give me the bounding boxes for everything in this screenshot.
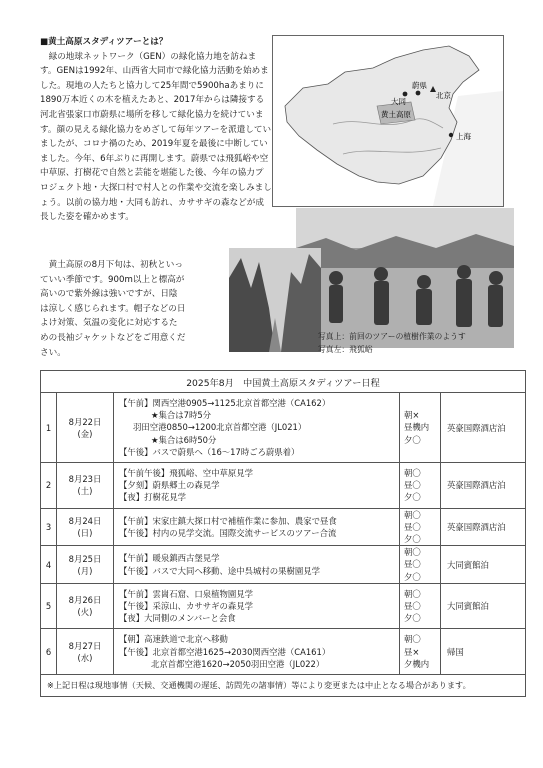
tree-planting-photo bbox=[296, 208, 514, 348]
intro-section-2 bbox=[40, 258, 186, 360]
day-meals bbox=[400, 508, 441, 546]
day-date bbox=[57, 546, 114, 584]
day-date bbox=[57, 629, 114, 675]
map-label-datong: 大同 bbox=[391, 97, 406, 106]
map-label-beijing: 北京 bbox=[436, 91, 451, 100]
day-number: 4 bbox=[41, 546, 57, 584]
day-number: 6 bbox=[41, 629, 57, 675]
meal-entry: 朝〇 bbox=[404, 547, 421, 558]
itinerary-table bbox=[40, 370, 526, 697]
caption-line-1: 写真上：前回のツアーの植樹作業のようす bbox=[318, 332, 466, 341]
meal-entry: 昼〇 bbox=[404, 601, 421, 612]
activity-line: 【午前】関西空港0905→1125北京首都空港（CA162） bbox=[119, 398, 331, 408]
day-activities bbox=[114, 546, 400, 584]
meal-entry: 昼〇 bbox=[404, 559, 421, 570]
shanghai-marker bbox=[449, 133, 453, 137]
day-activities bbox=[114, 393, 400, 463]
meal-entry: 昼〇 bbox=[404, 521, 421, 532]
intro-paragraph-1: 緑の地球ネットワーク（GEN）の緑化協力地を訪ねます。GENは1992年、山西省大同市で緑化協力活動を始めました。現地の人たちと協力して25年間で5900haあまりに1890万本近くの木を植えたあと、2017年からは隣接する河北省張家口市蔚県に場所を移して緑化協力を続けています。顔の見える緑化協力をめざして毎年ツアーを派遣していましたが、コロナ禍のため、2019年夏を最後に中断していました。今年、6年ぶりに再開します。蔚県では飛狐峪や空中草原、打樹花で自然と芸能を堪能した後、今年の協力プロジェクト地・大探口村で村人との作業や交流を楽しみましょう。以前の協力地・大同も訪れ、カササギの森などが成長した姿を確かめます。 bbox=[40, 51, 272, 223]
activity-line: ★集合は7時5分 bbox=[151, 410, 212, 421]
caption-line-2: 写真左：飛狐峪 bbox=[318, 345, 373, 354]
day-activities bbox=[114, 463, 400, 509]
meal-entry: 夕機内 bbox=[404, 658, 430, 669]
day-hotel: 帰国 bbox=[441, 629, 526, 675]
meal-entry: 朝〇 bbox=[404, 509, 421, 520]
itinerary-body bbox=[41, 393, 526, 675]
activity-line: ★集合は6時50分 bbox=[151, 434, 217, 445]
activity-line: 【午後】バスで蔚県へ（16～17時ごろ蔚県着） bbox=[119, 446, 300, 457]
day-date bbox=[57, 508, 114, 546]
day-meals bbox=[400, 546, 441, 584]
map-label-loess: 黄土高原 bbox=[381, 110, 411, 119]
weekday-text: (水) bbox=[77, 652, 93, 663]
activity-line: 【午前】雲崗石窟、口泉植物園見学 bbox=[119, 588, 253, 599]
meal-entry: 夕〇 bbox=[404, 492, 421, 503]
itinerary-title: 2025年8月 中国黄土高原スタディツアー日程 bbox=[41, 371, 526, 393]
weekday-text: (日) bbox=[77, 527, 93, 538]
date-text: 8月25日 bbox=[68, 553, 102, 564]
weekday-text: (金) bbox=[77, 428, 93, 439]
date-text: 8月24日 bbox=[68, 515, 102, 526]
activity-line: 【午後】村内の見学交流。国際交流サービスのツアー合流 bbox=[119, 527, 337, 538]
day-number: 2 bbox=[41, 463, 57, 509]
day-number: 1 bbox=[41, 393, 57, 463]
china-map bbox=[272, 35, 504, 207]
day-date bbox=[57, 583, 114, 629]
day-number: 3 bbox=[41, 508, 57, 546]
map-label-yuxian: 蔚県 bbox=[412, 81, 427, 90]
day-activities bbox=[114, 508, 400, 546]
day-hotel: 大同賓館泊 bbox=[441, 583, 526, 629]
datong-marker bbox=[403, 92, 408, 97]
yuxian-marker bbox=[416, 91, 421, 96]
activity-line: 【朝】高速鉄道で北京へ移動 bbox=[119, 634, 228, 645]
day-date bbox=[57, 393, 114, 463]
activity-line: 【午後】采涼山、カササギの森見学 bbox=[119, 601, 253, 612]
day-meals bbox=[400, 463, 441, 509]
china-map-graphic bbox=[273, 36, 503, 206]
meal-entry: 昼× bbox=[404, 646, 420, 657]
meal-entry: 昼機内 bbox=[404, 422, 430, 433]
weekday-text: (土) bbox=[77, 486, 93, 497]
map-label-shanghai: 上海 bbox=[456, 132, 471, 141]
weekday-text: (火) bbox=[77, 607, 93, 618]
date-text: 8月23日 bbox=[68, 474, 102, 485]
meal-entry: 朝× bbox=[404, 410, 420, 421]
day-hotel: 大同賓館泊 bbox=[441, 546, 526, 584]
day-hotel: 英豪国際酒店泊 bbox=[441, 393, 526, 463]
activity-line: 【午後】バスで大同へ移動、途中呉城村の果樹園見学 bbox=[119, 565, 320, 576]
activity-line: 【午後】北京首都空港1625→2030関西空港（CA161） bbox=[119, 646, 331, 657]
meal-entry: 夕〇 bbox=[404, 534, 421, 545]
day-activities bbox=[114, 629, 400, 675]
date-text: 8月22日 bbox=[68, 416, 102, 427]
day-meals bbox=[400, 583, 441, 629]
meal-entry: 朝〇 bbox=[404, 634, 421, 645]
meal-entry: 夕〇 bbox=[404, 434, 421, 445]
photo-caption bbox=[318, 330, 466, 356]
intro-paragraph-2: 黄土高原の8月下旬は、初秋といっていい季節です。900m以上と標高が高いので紫外線は強いですが、日陰は涼しく感じられます。帽子などの日よけ対策、気温の変化に対応するための長袖ジャケットなどをご用意ください。 bbox=[40, 260, 186, 358]
itinerary-row bbox=[41, 463, 526, 509]
activity-line: 【夕刻】蔚県郷土の森見学 bbox=[119, 480, 220, 491]
day-meals bbox=[400, 393, 441, 463]
activity-line: 【夜】大同側のメンバーと会食 bbox=[119, 613, 236, 624]
meal-entry: 朝〇 bbox=[404, 468, 421, 479]
weekday-text: (月) bbox=[77, 565, 93, 576]
activity-line: 羽田空港0850→1200北京首都空港（JL021） bbox=[133, 422, 307, 433]
itinerary-row bbox=[41, 629, 526, 675]
activity-line: 【午前】暖泉鎮西古堡見学 bbox=[119, 553, 220, 564]
intro-section bbox=[40, 35, 272, 225]
date-text: 8月27日 bbox=[68, 640, 102, 651]
feihuling-canyon-photo bbox=[229, 248, 321, 352]
day-hotel: 英豪国際酒店泊 bbox=[441, 463, 526, 509]
intro-heading: ■黄土高原スタディツアーとは？ bbox=[40, 37, 168, 47]
day-date bbox=[57, 463, 114, 509]
activity-line: 【夜】打樹花見学 bbox=[119, 492, 186, 503]
activity-line: 【午前午後】飛狐峪、空中草原見学 bbox=[119, 468, 253, 479]
itinerary-row bbox=[41, 546, 526, 584]
itinerary-row bbox=[41, 508, 526, 546]
day-activities bbox=[114, 583, 400, 629]
activity-line: 北京首都空港1620→2050羽田空港（JL022） bbox=[151, 658, 325, 669]
day-meals bbox=[400, 629, 441, 675]
day-number: 5 bbox=[41, 583, 57, 629]
meal-entry: 昼〇 bbox=[404, 480, 421, 491]
meal-entry: 朝〇 bbox=[404, 588, 421, 599]
meal-entry: 夕〇 bbox=[404, 613, 421, 624]
day-hotel: 英豪国際酒店泊 bbox=[441, 508, 526, 546]
activity-line: 【午前】宋家庄鎮大探口村で補植作業に参加、農家で昼食 bbox=[119, 515, 337, 526]
itinerary-row bbox=[41, 583, 526, 629]
itinerary-note: ※上記日程は現地事情（天候、交通機関の遅延、訪問先の諸事情）等により変更または中止となる場合があります。 bbox=[41, 675, 526, 697]
date-text: 8月26日 bbox=[68, 595, 102, 606]
meal-entry: 夕〇 bbox=[404, 571, 421, 582]
itinerary-row bbox=[41, 393, 526, 463]
